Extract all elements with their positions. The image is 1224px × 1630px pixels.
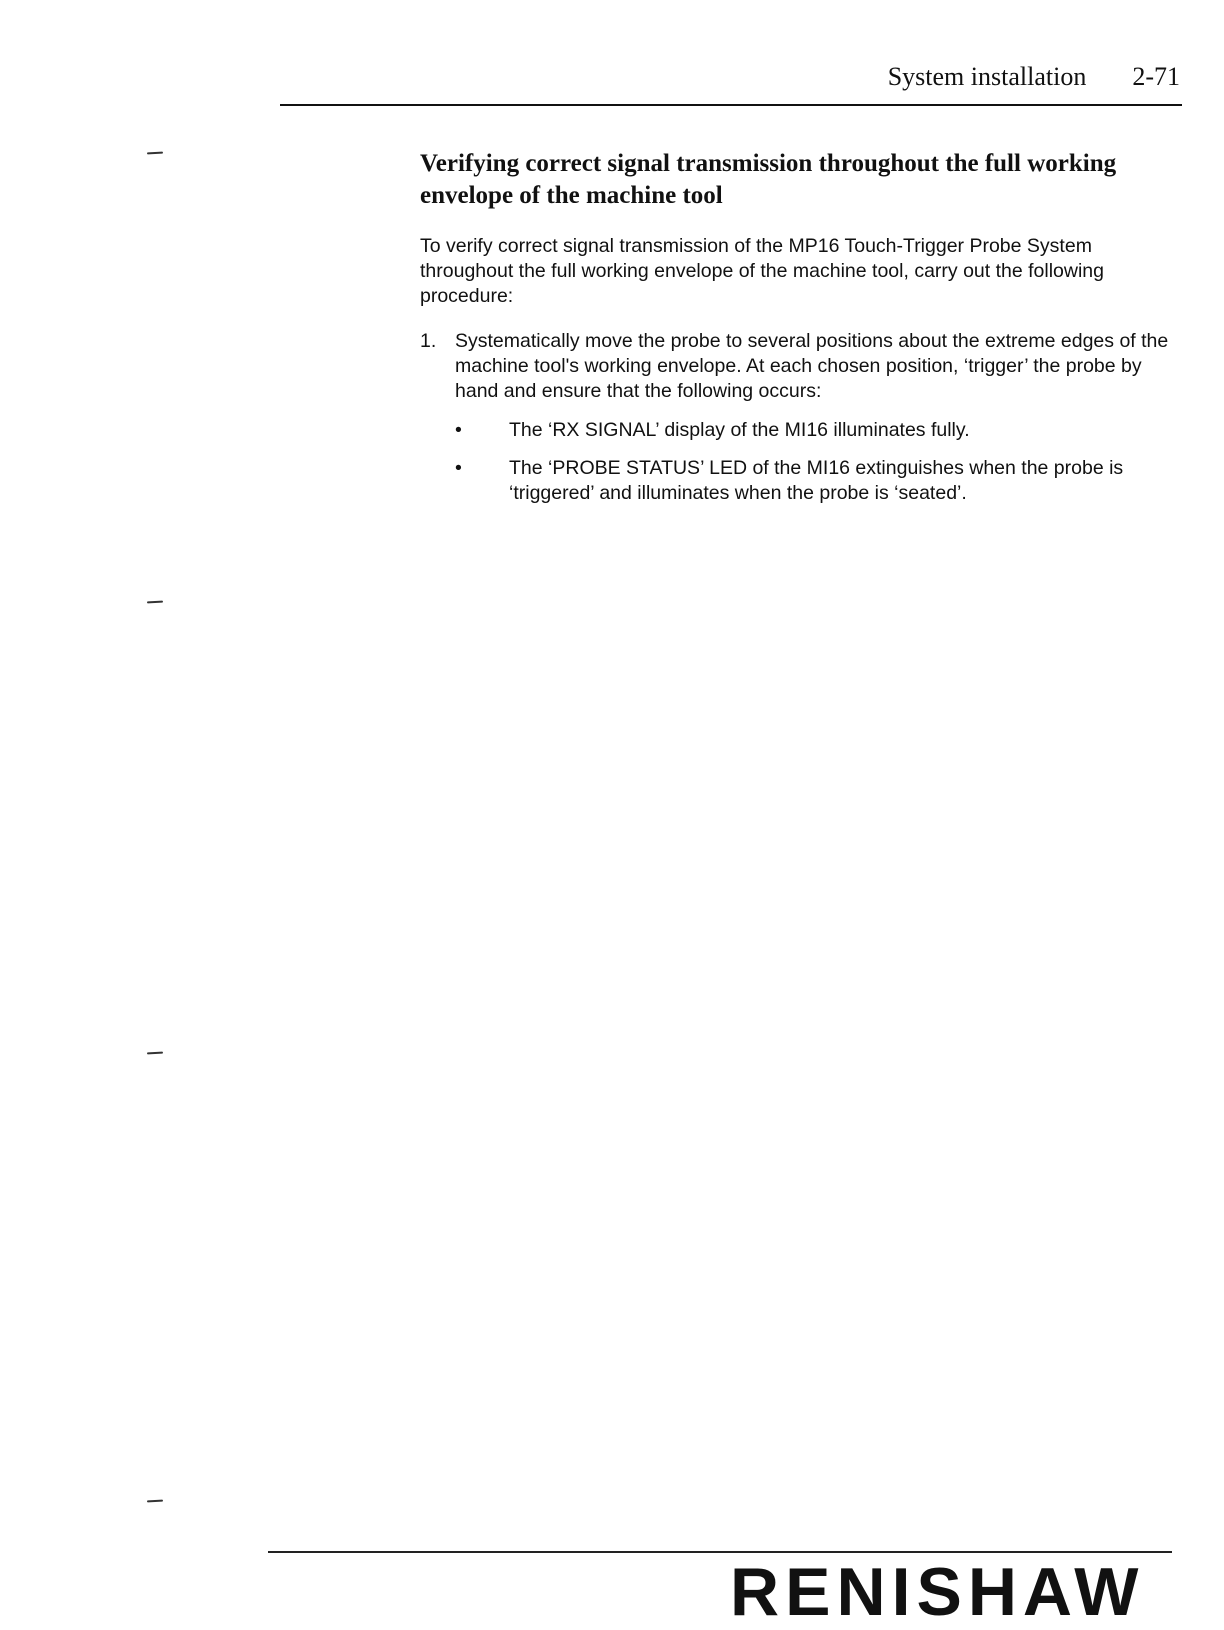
binder-hole-mark [147, 1500, 163, 1503]
header-section-title: System installation [887, 62, 1087, 91]
header-rule [280, 104, 1182, 106]
renishaw-logo: RENISHAW [730, 1554, 1145, 1630]
step-body [455, 329, 1180, 519]
binder-hole-mark [147, 601, 163, 604]
binder-hole-mark [147, 152, 163, 155]
running-header [888, 62, 1180, 92]
section-heading: Verifying correct signal transmission throughout the full working envelope of the machine tool [420, 150, 1117, 209]
procedure-step [420, 329, 1180, 519]
bullet-icon: • [455, 457, 462, 479]
step-text: Systematically move the probe to several positions about the extreme edges of the machine tool's working envelope. At each chosen position, ‘trigger’ the probe by hand and ensure that the following occurs: [455, 330, 1169, 402]
bullet-list [455, 418, 1180, 506]
main-content [420, 148, 1180, 519]
list-item [455, 418, 1180, 443]
page-number: 2-71 [1132, 62, 1180, 91]
bullet-icon: • [455, 419, 462, 441]
binder-hole-mark [147, 1052, 163, 1055]
step-number: 1. [420, 330, 437, 352]
bullet-text: The ‘PROBE STATUS’ LED of the MI16 extinguishes when the probe is ‘triggered’ and illuminates when the probe is ‘seated’. [509, 457, 1124, 504]
list-item [455, 456, 1180, 506]
intro-paragraph: To verify correct signal transmission of the MP16 Touch-Trigger Probe System throughout the full working envelope of the machine tool, carry out the following procedure: [420, 235, 1104, 307]
bullet-text: The ‘RX SIGNAL’ display of the MI16 illuminates fully. [509, 419, 970, 441]
footer-rule [268, 1551, 1172, 1553]
